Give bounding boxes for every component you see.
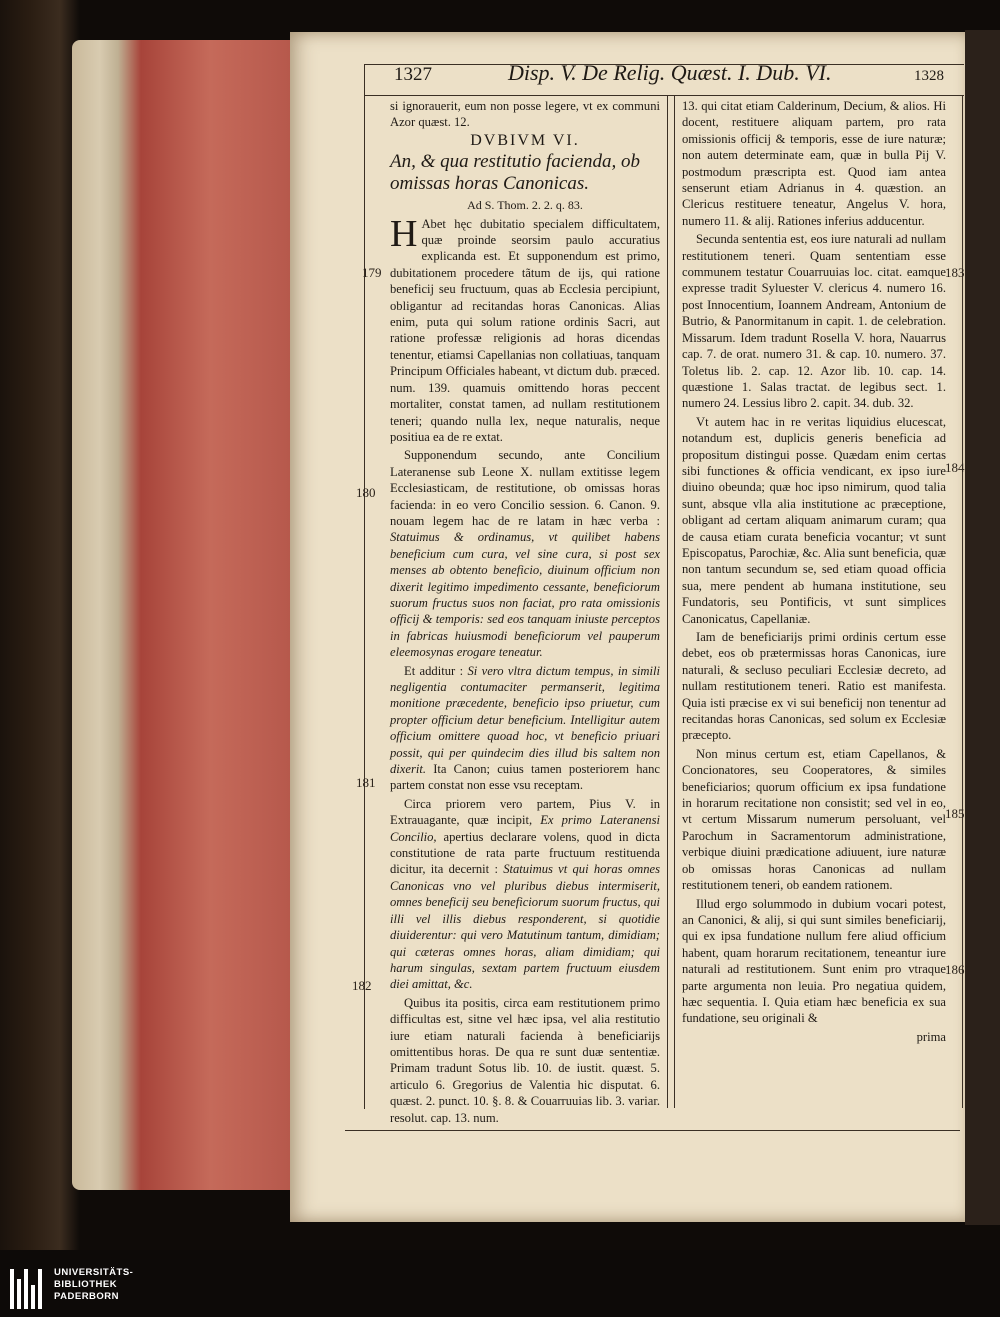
bottom-rule [345, 1130, 960, 1131]
column-divider [667, 96, 668, 1108]
page-number-right: 1328 [914, 68, 944, 84]
paragraph-179: H Abet hęc dubitatio specialem difficultatem, quæ proinde seorsim paulo accuratius explicanda est. Et supponendum est primo, dubitationem procedere tãtum de ijs, qui ratione beneficij seu fructuum, quas ab Ecclesia percipiunt, obligantur ad recitandas horas Canonicas. Alias enim, puta qui solum ratione ordinis Sacri, aut ratione professæ religionis ad horas dicendas tenentur, etiamsi Capellanias non collatiuas, tanquam Principum Officiales habeant, vt dictum dub. præced. num. 139. quamuis omittendo horas peccent mortaliter, constat tamen, ad nullam restitutionem teneri; quando nulla lex, neque naturalis, neque positiua ea de re extat. [390, 212, 660, 444]
paragraph-181: Circa priorem vero partem, Pius V. in Extrauagante, quæ incipit, Ex primo Lateranensi Concilio, apertius declarare volens, quod in dicta constitutione de rata parte fructuum restituenda dicitur, ita decernit : Statuimus vt qui horas omnes Canonicas vno vel pluribus diebus intermiserit, omnes beneficij seu beneficiorum suorum fructus, qui illi vel illis diebus responderent, si quotidie diuiderentur: qui vero Matutinum tantum, dimidiam; qui cæteras omnes horas, aliam dimidiam; qui harum singulas, sextam partem fructuum eiusdem diei amittat, &c. [390, 796, 660, 992]
right-frame-rule [962, 96, 963, 1108]
paragraph-186: Illud ergo solummodo in dubium vocari potest, an Canonici, & alij, si qui sunt similes beneficiarij, qui ex ipsa fundatione nullum fere aliud officium habent, quam horarum recitationem, teneantur iure naturali ad restitutionem. Sunt enim pro vtraque parte argumenta non leuia. Pro negatiua quidem, hæc sequentia. I. Quia etiam hæc beneficia ex sua fundatione, seu originali & [682, 896, 946, 1026]
paragraph-183: Secunda sententia est, eos iure naturali ad nullam restitutionem teneri. Quam sententiam esse communem testatur Couarruuias loc. citat. eamque expresse tradit Syluester V. clericus 4. numero 16. post Innocentium, Ioannem Andream, Antonium de Butrio, & Panormitanum in capit. 1. de celebration. Missarum. Idem tradunt Rosella V. hora, Nauarrus cap. 7. de orat. numero 31. & cap. 10. numero. 37. Toletus lib. 2. cap. 12. Azor lib. 10. cap. 14. quæstione 1. Salas tractat. de legibus sect. 1. numero 24. Lessius libro 2. capit. 34. dub. 32. [682, 232, 946, 411]
margin-number: 183 [945, 265, 965, 280]
running-title: Disp. V. De Relig. Quæst. I. Dub. VI. [508, 60, 832, 85]
header-rule [364, 95, 964, 96]
column-divider-2 [674, 96, 675, 1108]
page-number-left: 1327 [394, 64, 432, 85]
right-column [682, 98, 946, 1047]
catchword: prima [916, 1029, 946, 1044]
initial-letter: H [390, 212, 418, 255]
logo-bars-icon [10, 1269, 46, 1309]
page-edges-red [72, 40, 302, 1190]
section-reference: Ad S. Thom. 2. 2. q. 83. [467, 198, 583, 213]
paragraph-top: 13. qui citat etiam Calderinum, Decium, & alios. Hi docent, restituere aliquam partem, pro rata omissionis officij & temporis, esse de iure naturæ; non autem determinate eam, quæ in bulla Pij V. postmodum præscripta est. Quod iam antea senserunt etiam Adrianus in 4. quæstion. an Clericus restituere teneatur, Angelus V. hora, numero 11. & alij. Rationes inferius adducentur. [682, 99, 946, 228]
left-frame-rule [364, 64, 365, 1109]
margin-number: 179 [362, 265, 382, 280]
paragraph-184b: Iam de beneficiarijs primi ordinis certum esse debet, eos ob prætermissas horas Canonicas, iure naturali, & secluso peculiari Ecclesiæ decreto, ad nullam restitutionem teneri. Ratio est manifesta. Quia isti præcise ex vi sui beneficij non tenentur ad recitandas horas Canonicas, sed solum ex Ecclesiæ præcepto. [682, 630, 946, 743]
margin-number: 186 [945, 962, 965, 977]
margin-number: 185 [945, 806, 965, 821]
paragraph-182: Quibus ita positis, circa eam restitutionem primo difficultas est, sitne vel hæc ipsa, vel alia restitutio iure etiam naturali facienda à beneficiarijs omittentibus horas. De qua re sunt duæ sententiæ. Primam tradunt Sotus lib. 10. de iustit. quæst. 5. articulo 6. Gregorius de Valentia hic disputat. 6. quæst. 2. punct. 10. §. 8. & Couarruuias lib. 3. variar. resolut. cap. 13. num. [390, 995, 660, 1125]
margin-number: 181 [356, 775, 376, 790]
section-title: An, & qua restitutio facienda, ob omissas horas Canonicas. [390, 151, 640, 195]
logo-text: UNIVERSITÄTS- BIBLIOTHEK PADERBORN [54, 1267, 134, 1302]
margin-number: 180 [356, 485, 376, 500]
left-column [390, 98, 660, 1128]
paragraph-180-cont: Et additur : Si vero vltra dictum tempus, in simili negligentia contumaciter permanserit, legitima monitione præcedente, beneficio ipso priuetur, cum propter officium detur beneficium. Intelligitur autem officium omittere quoad hoc, vt beneficio priuari possit, qui per quindecim dies illud bis saltem non dixerit. Ita Canon; cuius tamen posteriorem hanc partem constat non esse vsu receptam. [390, 663, 660, 793]
margin-number: 184 [945, 460, 965, 475]
paragraph-185: Non minus certum est, etiam Capellanos, & Concionatores, seu Cooperatores, & similes beneficiarios; quorum officium ex ipsa fundatione in horarum recitatione non consistit; sed vel in eo, vt certum Missarum numerum persoluant, vel Parochum in Sacramentorum administratione, verbique diuini prædicatione adiuuent, iure naturæ ob omissas horas Canonicas ad nullam restitutionem teneri, ob eandem rationem. [682, 746, 946, 893]
margin-number: 182 [352, 978, 372, 993]
section-heading: DVBIVM VI. [470, 131, 580, 149]
facing-page-edge [965, 30, 1000, 1225]
paragraph-180: Supponendum secundo, ante Concilium Lateranense sub Leone X. nullam extitisse legem Ecclesiasticam, de restitutione, ob omissas horas facienda: in eo vero Concilio session. 6. Canon. 9. nouam legem hac de re latam in hæc verba : Statuimus & ordinamus, vt quilibet habens beneficium cum cura, vel sine cura, si post sex menses ab obtento beneficio, diuinum officium non dixerit legitimo impedimento cessante, beneficiorum suorum fructus suos non faciat, pro rata omissionis officij & temporis: sed eos tanquam iniuste perceptos in fabricas huiusmodi beneficiorum vel pauperum eleemosynas erogare teneatur. [390, 448, 660, 660]
intro-text: si ignorauerit, eum non posse legere, vt ex communi Azor quæst. 12. [390, 99, 660, 130]
paragraph-184: Vt autem hac in re veritas liquidius elucescat, notandum est, duplicis generis beneficia ad propositum distingui posse. Quædam enim certas sibi functiones & officia vendicant, ex ipso iure diuino obeunda; quæ hoc ipso nimirum, quod talia sunt, absque vlla alia institutione ac præceptione, obligant ad certam aliquam animarum curam; qua de causa etiam curata beneficia vocantur; vt sunt Episcopatus, Parochiæ, &c. Alia sunt beneficia, quæ non tantum secundum se, sed etiam quoad officia sua, mere pendent ab humana institutione, seu Fundatoris, seu Pontificis, vt sunt simplices Canonicatus, Capellaniæ. [682, 414, 946, 626]
